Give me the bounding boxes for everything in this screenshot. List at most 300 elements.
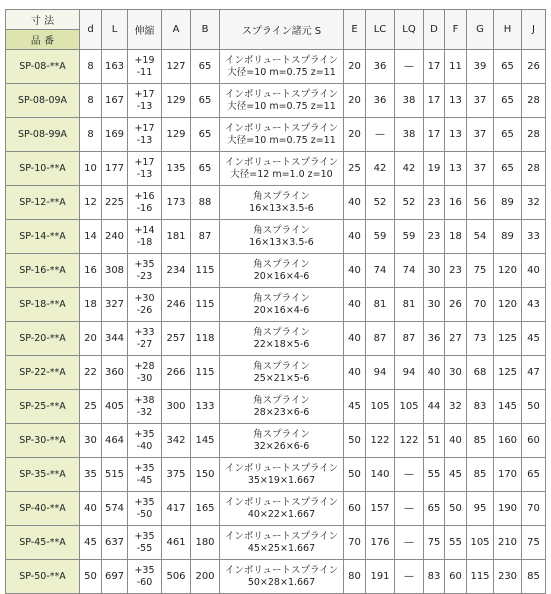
cell-lc: 157	[366, 492, 395, 526]
cell-stroke	[128, 526, 162, 560]
cell-a: 127	[162, 50, 191, 84]
cell-spline-spec-line2: 32×26×6-6	[253, 440, 310, 452]
cell-g: 75	[467, 254, 494, 288]
table-row	[6, 424, 546, 458]
col-header-d: d	[80, 10, 102, 50]
col-header-spline-spec: スプライン諸元 S	[220, 10, 344, 50]
cell-h: 125	[494, 356, 522, 390]
col-header-a: A	[162, 10, 191, 50]
cell-stroke-line2: -13	[136, 100, 153, 112]
cell-spline-spec-line1: インボリュートスプライン	[224, 88, 339, 100]
cell-l: 308	[102, 254, 128, 288]
cell-g: 85	[467, 424, 494, 458]
cell-e: 80	[344, 560, 366, 594]
cell-a: 506	[162, 560, 191, 594]
cell-f: 13	[445, 152, 467, 186]
cell-f: 18	[445, 220, 467, 254]
cell-b: 88	[191, 186, 220, 220]
cell-lq: —	[395, 526, 424, 560]
cell-spline-spec-line1: 角スプライン	[253, 258, 310, 270]
table-row	[6, 526, 546, 560]
cell-spline-spec	[220, 492, 344, 526]
cell-l: 240	[102, 220, 128, 254]
cell-stroke-line1: +35	[134, 496, 155, 508]
cell-e: 20	[344, 118, 366, 152]
cell-spline-spec	[220, 220, 344, 254]
size-label: 寸 法	[6, 10, 79, 30]
cell-j: 85	[522, 560, 546, 594]
cell-stroke-line2: -26	[136, 304, 153, 316]
cell-b: 118	[191, 322, 220, 356]
cell-stroke-line2: -50	[136, 508, 153, 520]
cell-e: 40	[344, 220, 366, 254]
cell-lq: 81	[395, 288, 424, 322]
cell-e: 60	[344, 492, 366, 526]
cell-d-upper: 30	[424, 254, 445, 288]
cell-lc: 105	[366, 390, 395, 424]
cell-d-upper: 17	[424, 50, 445, 84]
cell-b: 180	[191, 526, 220, 560]
cell-lc: 191	[366, 560, 395, 594]
cell-j: 28	[522, 84, 546, 118]
part-number-cell: SP-10-**A	[6, 152, 80, 186]
col-header-e: E	[344, 10, 366, 50]
cell-d: 16	[80, 254, 102, 288]
cell-h: 65	[494, 152, 522, 186]
cell-stroke-line2: -13	[136, 168, 153, 180]
cell-e: 20	[344, 84, 366, 118]
cell-stroke	[128, 424, 162, 458]
cell-e: 50	[344, 458, 366, 492]
cell-lc: —	[366, 118, 395, 152]
table-row	[6, 50, 546, 84]
cell-h: 120	[494, 254, 522, 288]
cell-spline-spec-line2: 20×16×4-6	[253, 304, 310, 316]
cell-l: 515	[102, 458, 128, 492]
cell-l: 344	[102, 322, 128, 356]
cell-spline-spec-line1: インボリュートスプライン	[224, 564, 339, 576]
col-header-h: H	[494, 10, 522, 50]
part-number-cell: SP-20-**A	[6, 322, 80, 356]
cell-a: 129	[162, 118, 191, 152]
part-number-cell: SP-16-**A	[6, 254, 80, 288]
cell-stroke	[128, 288, 162, 322]
cell-stroke	[128, 322, 162, 356]
cell-lc: 122	[366, 424, 395, 458]
cell-spline-spec-line1: 角スプライン	[253, 394, 310, 406]
part-number-cell: SP-22-**A	[6, 356, 80, 390]
cell-lc: 36	[366, 50, 395, 84]
cell-l: 169	[102, 118, 128, 152]
cell-l: 697	[102, 560, 128, 594]
col-header-l: L	[102, 10, 128, 50]
cell-f: 13	[445, 84, 467, 118]
cell-d-upper: 65	[424, 492, 445, 526]
cell-stroke	[128, 118, 162, 152]
cell-a: 129	[162, 84, 191, 118]
cell-stroke	[128, 50, 162, 84]
cell-lq: —	[395, 458, 424, 492]
cell-spline-spec-line1: 角スプライン	[253, 190, 310, 202]
cell-lc: 81	[366, 288, 395, 322]
cell-l: 327	[102, 288, 128, 322]
cell-spline-spec	[220, 390, 344, 424]
part-number-cell: SP-40-**A	[6, 492, 80, 526]
cell-a: 342	[162, 424, 191, 458]
cell-l: 464	[102, 424, 128, 458]
cell-d-upper: 51	[424, 424, 445, 458]
cell-h: 210	[494, 526, 522, 560]
cell-d: 18	[80, 288, 102, 322]
cell-stroke	[128, 220, 162, 254]
cell-d-upper: 36	[424, 322, 445, 356]
cell-lq: 59	[395, 220, 424, 254]
cell-spline-spec-line2: 25×21×5-6	[253, 372, 310, 384]
cell-d-upper: 23	[424, 186, 445, 220]
cell-a: 266	[162, 356, 191, 390]
cell-b: 165	[191, 492, 220, 526]
cell-stroke-line1: +35	[134, 428, 155, 440]
cell-j: 28	[522, 118, 546, 152]
table-row	[6, 84, 546, 118]
table-row	[6, 458, 546, 492]
table-row	[6, 322, 546, 356]
cell-j: 26	[522, 50, 546, 84]
cell-f: 32	[445, 390, 467, 424]
cell-lq: 42	[395, 152, 424, 186]
cell-d: 8	[80, 118, 102, 152]
cell-e: 40	[344, 254, 366, 288]
cell-a: 417	[162, 492, 191, 526]
cell-stroke-line1: +35	[134, 530, 155, 542]
cell-e: 40	[344, 322, 366, 356]
cell-spline-spec-line1: 角スプライン	[253, 428, 310, 440]
cell-spline-spec	[220, 288, 344, 322]
cell-stroke-line2: -27	[136, 338, 153, 350]
cell-stroke-line1: +35	[134, 258, 155, 270]
cell-e: 20	[344, 50, 366, 84]
cell-stroke-line1: +14	[134, 224, 155, 236]
cell-a: 461	[162, 526, 191, 560]
cell-j: 60	[522, 424, 546, 458]
cell-stroke	[128, 492, 162, 526]
cell-stroke	[128, 356, 162, 390]
cell-spline-spec	[220, 186, 344, 220]
cell-d-upper: 40	[424, 356, 445, 390]
cell-spline-spec-line1: 角スプライン	[253, 224, 310, 236]
col-header-b: B	[191, 10, 220, 50]
cell-d: 22	[80, 356, 102, 390]
cell-a: 173	[162, 186, 191, 220]
cell-spline-spec-line2: 35×19×1.667	[247, 474, 316, 486]
col-header-lc: LC	[366, 10, 395, 50]
part-number-cell: SP-45-**A	[6, 526, 80, 560]
cell-spline-spec-line2: 大径=12 m=1.0 z=10	[230, 168, 333, 180]
cell-lq: 122	[395, 424, 424, 458]
part-number-cell: SP-30-**A	[6, 424, 80, 458]
cell-stroke-line1: +17	[134, 88, 155, 100]
cell-lc: 140	[366, 458, 395, 492]
cell-spline-spec	[220, 560, 344, 594]
cell-spline-spec-line1: インボリュートスプライン	[224, 156, 339, 168]
cell-f: 55	[445, 526, 467, 560]
table-row	[6, 152, 546, 186]
cell-e: 50	[344, 424, 366, 458]
table-row	[6, 390, 546, 424]
cell-l: 225	[102, 186, 128, 220]
cell-h: 230	[494, 560, 522, 594]
cell-g: 68	[467, 356, 494, 390]
cell-a: 375	[162, 458, 191, 492]
cell-lq: —	[395, 492, 424, 526]
cell-spline-spec-line1: インボリュートスプライン	[224, 462, 339, 474]
cell-lc: 36	[366, 84, 395, 118]
cell-spline-spec	[220, 152, 344, 186]
cell-f: 26	[445, 288, 467, 322]
cell-d: 8	[80, 50, 102, 84]
cell-spline-spec	[220, 84, 344, 118]
part-number-cell: SP-35-**A	[6, 458, 80, 492]
part-number-cell: SP-50-**A	[6, 560, 80, 594]
cell-b: 115	[191, 288, 220, 322]
size-part-header	[6, 10, 80, 50]
cell-d: 8	[80, 84, 102, 118]
cell-f: 45	[445, 458, 467, 492]
part-number-cell: SP-08-**A	[6, 50, 80, 84]
cell-a: 135	[162, 152, 191, 186]
col-header-j: J	[522, 10, 546, 50]
cell-lq: 94	[395, 356, 424, 390]
cell-spline-spec-line2: 16×13×3.5-6	[249, 236, 314, 248]
cell-spline-spec	[220, 458, 344, 492]
cell-d-upper: 75	[424, 526, 445, 560]
cell-g: 37	[467, 84, 494, 118]
cell-h: 125	[494, 322, 522, 356]
cell-j: 43	[522, 288, 546, 322]
col-header-f: F	[445, 10, 467, 50]
cell-spline-spec	[220, 356, 344, 390]
cell-d-upper: 17	[424, 118, 445, 152]
cell-lq: —	[395, 560, 424, 594]
cell-stroke-line2: -32	[136, 406, 153, 418]
cell-l: 360	[102, 356, 128, 390]
cell-d: 50	[80, 560, 102, 594]
cell-g: 73	[467, 322, 494, 356]
table-row	[6, 118, 546, 152]
part-number-cell: SP-12-**A	[6, 186, 80, 220]
cell-f: 11	[445, 50, 467, 84]
cell-stroke	[128, 84, 162, 118]
cell-b: 200	[191, 560, 220, 594]
cell-lc: 52	[366, 186, 395, 220]
cell-b: 145	[191, 424, 220, 458]
cell-d-upper: 44	[424, 390, 445, 424]
cell-h: 120	[494, 288, 522, 322]
cell-spline-spec-line1: インボリュートスプライン	[224, 54, 339, 66]
cell-f: 40	[445, 424, 467, 458]
cell-stroke-line1: +19	[134, 54, 155, 66]
cell-stroke	[128, 458, 162, 492]
cell-stroke-line2: -23	[136, 270, 153, 282]
cell-spline-spec-line1: インボリュートスプライン	[224, 530, 339, 542]
cell-d: 45	[80, 526, 102, 560]
cell-stroke-line1: +16	[134, 190, 155, 202]
cell-h: 190	[494, 492, 522, 526]
cell-lq: —	[395, 50, 424, 84]
cell-stroke-line1: +30	[134, 292, 155, 304]
cell-stroke-line1: +35	[134, 462, 155, 474]
cell-j: 70	[522, 492, 546, 526]
cell-spline-spec-line2: 40×22×1.667	[247, 508, 316, 520]
cell-stroke-line1: +28	[134, 360, 155, 372]
cell-a: 257	[162, 322, 191, 356]
cell-spline-spec-line2: 16×13×3.5-6	[249, 202, 314, 214]
cell-e: 70	[344, 526, 366, 560]
cell-d-upper: 23	[424, 220, 445, 254]
cell-e: 45	[344, 390, 366, 424]
cell-l: 574	[102, 492, 128, 526]
table-row	[6, 356, 546, 390]
cell-f: 30	[445, 356, 467, 390]
cell-stroke-line1: +17	[134, 156, 155, 168]
cell-spline-spec-line1: インボリュートスプライン	[224, 122, 339, 134]
cell-j: 65	[522, 458, 546, 492]
cell-lq: 105	[395, 390, 424, 424]
cell-lq: 52	[395, 186, 424, 220]
cell-lq: 38	[395, 84, 424, 118]
cell-stroke-line2: -16	[136, 202, 153, 214]
cell-lc: 87	[366, 322, 395, 356]
col-header-g: G	[467, 10, 494, 50]
cell-spline-spec	[220, 526, 344, 560]
cell-l: 405	[102, 390, 128, 424]
cell-g: 95	[467, 492, 494, 526]
cell-stroke-line2: -13	[136, 134, 153, 146]
cell-spline-spec	[220, 424, 344, 458]
cell-j: 32	[522, 186, 546, 220]
cell-l: 637	[102, 526, 128, 560]
cell-j: 40	[522, 254, 546, 288]
part-number-cell: SP-08-99A	[6, 118, 80, 152]
table-row	[6, 560, 546, 594]
cell-spline-spec-line2: 45×25×1.667	[247, 542, 316, 554]
cell-stroke-line2: -45	[136, 474, 153, 486]
header-row	[6, 10, 546, 50]
cell-d: 40	[80, 492, 102, 526]
cell-j: 75	[522, 526, 546, 560]
cell-spline-spec-line1: インボリュートスプライン	[224, 496, 339, 508]
cell-h: 89	[494, 220, 522, 254]
cell-l: 163	[102, 50, 128, 84]
cell-stroke-line1: +17	[134, 122, 155, 134]
cell-d: 35	[80, 458, 102, 492]
cell-g: 83	[467, 390, 494, 424]
cell-b: 87	[191, 220, 220, 254]
part-number-label: 品 番	[6, 30, 79, 49]
cell-d: 12	[80, 186, 102, 220]
cell-b: 133	[191, 390, 220, 424]
col-header-d-upper: D	[424, 10, 445, 50]
cell-b: 65	[191, 118, 220, 152]
table-row	[6, 254, 546, 288]
cell-spline-spec-line2: 大径=10 m=0.75 z=11	[227, 66, 336, 78]
cell-a: 300	[162, 390, 191, 424]
cell-spline-spec-line2: 28×23×6-6	[253, 406, 310, 418]
cell-e: 25	[344, 152, 366, 186]
cell-spline-spec-line2: 20×16×4-6	[253, 270, 310, 282]
cell-stroke	[128, 254, 162, 288]
cell-g: 85	[467, 458, 494, 492]
col-header-stroke: 伸縮	[128, 10, 162, 50]
part-number-cell: SP-18-**A	[6, 288, 80, 322]
cell-stroke	[128, 152, 162, 186]
cell-b: 65	[191, 50, 220, 84]
cell-g: 37	[467, 118, 494, 152]
cell-e: 40	[344, 186, 366, 220]
cell-a: 181	[162, 220, 191, 254]
cell-spline-spec	[220, 50, 344, 84]
cell-lc: 94	[366, 356, 395, 390]
cell-stroke	[128, 560, 162, 594]
cell-lc: 176	[366, 526, 395, 560]
cell-stroke-line2: -40	[136, 440, 153, 452]
cell-d-upper: 17	[424, 84, 445, 118]
cell-h: 65	[494, 50, 522, 84]
cell-stroke	[128, 186, 162, 220]
cell-lq: 87	[395, 322, 424, 356]
part-number-cell: SP-14-**A	[6, 220, 80, 254]
cell-stroke-line2: -18	[136, 236, 153, 248]
cell-stroke-line1: +33	[134, 326, 155, 338]
cell-j: 50	[522, 390, 546, 424]
cell-l: 177	[102, 152, 128, 186]
cell-spline-spec-line1: 角スプライン	[253, 292, 310, 304]
table-row	[6, 186, 546, 220]
part-number-cell: SP-25-**A	[6, 390, 80, 424]
cell-stroke-line2: -11	[136, 66, 153, 78]
cell-d: 30	[80, 424, 102, 458]
cell-d-upper: 30	[424, 288, 445, 322]
cell-d-upper: 19	[424, 152, 445, 186]
cell-h: 65	[494, 118, 522, 152]
cell-e: 40	[344, 288, 366, 322]
cell-h: 145	[494, 390, 522, 424]
cell-stroke-line2: -60	[136, 576, 153, 588]
cell-j: 47	[522, 356, 546, 390]
cell-spline-spec	[220, 322, 344, 356]
cell-spline-spec-line2: 50×28×1.667	[247, 576, 316, 588]
cell-f: 23	[445, 254, 467, 288]
cell-b: 115	[191, 356, 220, 390]
table-row	[6, 220, 546, 254]
cell-g: 54	[467, 220, 494, 254]
cell-e: 40	[344, 356, 366, 390]
cell-spline-spec	[220, 254, 344, 288]
cell-g: 56	[467, 186, 494, 220]
cell-g: 105	[467, 526, 494, 560]
spline-shaft-spec-table	[5, 9, 546, 594]
cell-b: 65	[191, 84, 220, 118]
cell-j: 33	[522, 220, 546, 254]
cell-d-upper: 83	[424, 560, 445, 594]
cell-g: 115	[467, 560, 494, 594]
cell-spline-spec-line2: 大径=10 m=0.75 z=11	[227, 100, 336, 112]
cell-lq: 74	[395, 254, 424, 288]
cell-j: 28	[522, 152, 546, 186]
cell-h: 170	[494, 458, 522, 492]
cell-f: 27	[445, 322, 467, 356]
cell-g: 37	[467, 152, 494, 186]
